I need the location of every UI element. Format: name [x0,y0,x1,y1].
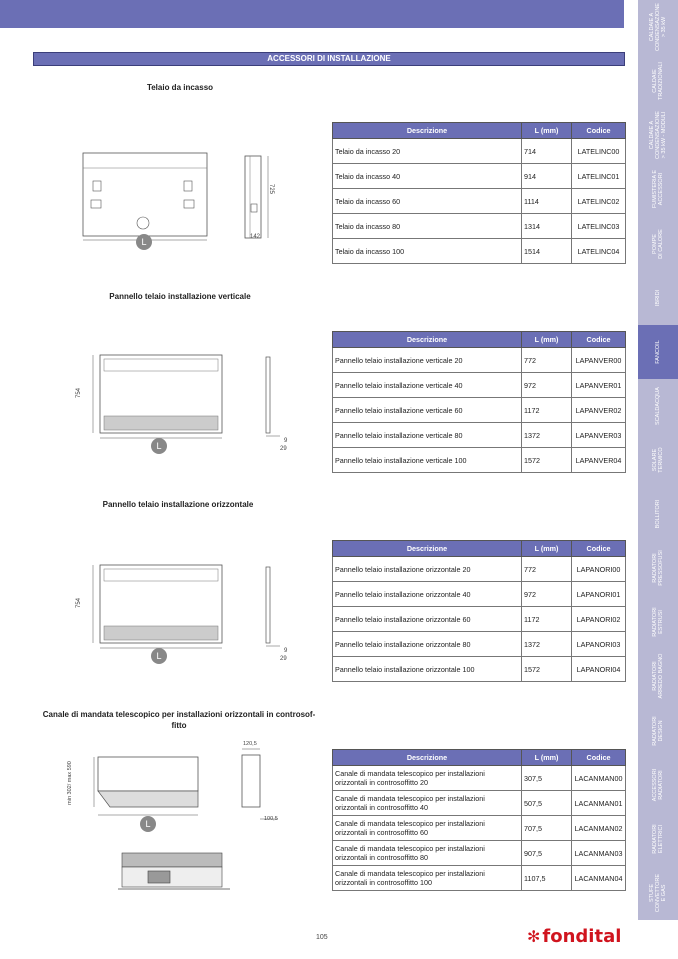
column-header: Codice [572,332,626,348]
table-cell-code: LAPANORI01 [572,582,626,607]
dim-height: 725 [268,183,275,195]
column-header: Descrizione [333,332,522,348]
sidebar-tab[interactable] [638,758,678,814]
table-cell-len: 972 [522,582,572,607]
length-marker: L [151,438,167,454]
table-cell-desc: Canale di mandata telescopico per installazioni orizzontali in controsoffitto 40 [333,791,522,816]
sidebar-tab[interactable] [638,325,678,381]
sidebar-tab-label: RADIATORI ESTRUSI [652,607,664,638]
header-band [0,0,624,28]
length-marker: L [136,234,152,250]
sidebar-tab-label: BOLLITORI [655,499,661,529]
table-row [333,607,626,632]
brand-name: fondital [542,926,622,947]
column-header: Codice [572,541,626,557]
dim-d2: 29 [280,656,287,662]
sidebar-tab[interactable] [638,271,678,327]
table-cell-code: LAPANVER00 [572,348,626,373]
length-marker: L [140,816,156,832]
table-orizzontale [332,540,626,682]
sidebar-nav [638,0,678,920]
table-cell-len: 1114 [522,189,572,214]
column-header: L (mm) [522,750,572,766]
table-row [333,582,626,607]
table-cell-desc: Pannello telaio installazione orizzontale 80 [333,632,522,657]
orizzontale-drawing [88,562,288,662]
table-cell-len: 714 [522,139,572,164]
table-cell-desc: Pannello telaio installazione orizzontale 60 [333,607,522,632]
sidebar-tab[interactable] [638,0,678,56]
table-cell-len: 914 [522,164,572,189]
table-cell-code: LAPANVER04 [572,448,626,473]
sidebar-tab[interactable] [638,866,678,922]
table-row [333,557,626,582]
sidebar-tab[interactable] [638,379,678,435]
table-cell-desc: Canale di mandata telescopico per installazioni orizzontali in controsoffitto 60 [333,816,522,841]
table-cell-code: LAPANVER03 [572,423,626,448]
sidebar-tab[interactable] [638,162,678,218]
sidebar-tab-label: ACCESSORI RADIATORI [652,768,664,801]
sidebar-tab-label: RADIATORI ARREDO BAGNO [652,653,664,699]
sidebar-tab[interactable] [638,216,678,272]
brand-logo [527,926,621,947]
table-cell-code: LAPANORI00 [572,557,626,582]
sidebar-tab-label: CALDAIE A CONDENSAZIONE > 35 kW [649,3,667,52]
table-row [333,632,626,657]
group-title-canale: Canale di mandata telescopico per installazioni orizzontali in controsof- fitto [42,710,316,730]
table-cell-code: LATELINC00 [572,139,626,164]
table-cell-desc: Pannello telaio installazione verticale 20 [333,348,522,373]
table-cell-code: LAPANORI04 [572,657,626,682]
table-row [333,398,626,423]
table-cell-code: LACANMAN04 [572,866,626,891]
table-cell-len: 1572 [522,657,572,682]
sidebar-tab[interactable] [638,433,678,489]
table-cell-code: LACANMAN02 [572,816,626,841]
table-cell-desc: Pannello telaio installazione verticale 60 [333,398,522,423]
table-cell-len: 1372 [522,632,572,657]
sidebar-tab-label: IBRIDI [655,289,661,306]
sidebar-tab-label: RADIATORI ELETTRICI [652,824,664,854]
table-row [333,766,626,791]
table-row [333,189,626,214]
table-row [333,139,626,164]
table-cell-desc: Telaio da incasso 40 [333,164,522,189]
table-cell-code: LACANMAN00 [572,766,626,791]
dim-height: 754 [76,387,83,399]
dim-top: 120,5 [243,741,257,747]
sidebar-tab-label: SOLARE TERMICO [652,447,664,473]
table-verticale [332,331,626,473]
table-cell-code: LACANMAN03 [572,841,626,866]
dim-d2: 29 [280,446,287,452]
table-cell-desc: Pannello telaio installazione verticale 100 [333,448,522,473]
column-header: Descrizione [333,123,522,139]
sidebar-tab-label: FANCOIL [655,339,661,364]
table-row [333,164,626,189]
table-row [333,448,626,473]
sidebar-tab-label: RADIATORI DESIGN [652,715,664,746]
table-cell-desc: Pannello telaio installazione orizzontale 100 [333,657,522,682]
dim-depth: 142 [250,234,261,240]
table-cell-desc: Pannello telaio installazione orizzontale 20 [333,557,522,582]
table-row [333,239,626,264]
table-cell-code: LATELINC01 [572,164,626,189]
table-row [333,866,626,891]
dim-bottom: 100,5 [264,816,278,822]
table-cell-desc: Telaio da incasso 60 [333,189,522,214]
table-cell-code: LATELINC04 [572,239,626,264]
sidebar-tab-label: CALDAIE TRADIZIONALI [652,62,664,101]
sidebar-tab-label: RADIATORI PRESSOFUSI [652,550,664,586]
table-cell-desc: Telaio da incasso 20 [333,139,522,164]
group-title-verticale: Pannello telaio installazione verticale [109,292,251,301]
sidebar-tab[interactable] [638,487,678,543]
table-cell-code: LACANMAN01 [572,791,626,816]
sidebar-tab-label: SCALDACQUA [655,386,661,425]
table-cell-code: LAPANVER01 [572,373,626,398]
dim-height: min 302/ max 590 [66,761,73,805]
telaio-drawing [78,148,278,250]
table-telaio [332,122,626,264]
sidebar-tab-label: STUFE CONVETTORE E GAS [649,873,667,912]
sidebar-tab-label: CALDAIE A CONDENSAZIONE > 35 kW - MODULI [649,111,667,160]
section-title: ACCESSORI DI INSTALLAZIONE [33,52,625,66]
table-cell-len: 772 [522,348,572,373]
table-cell-desc: Canale di mandata telescopico per installazioni orizzontali in controsoffitto 20 [333,766,522,791]
table-row [333,816,626,841]
table-cell-len: 1572 [522,448,572,473]
sidebar-tab[interactable] [638,704,678,760]
sidebar-tab[interactable] [638,54,678,110]
verticale-drawing [88,352,288,452]
table-row [333,423,626,448]
table-cell-code: LAPANORI02 [572,607,626,632]
table-cell-desc: Telaio da incasso 100 [333,239,522,264]
table-cell-code: LATELINC02 [572,189,626,214]
dim-d1: 9 [284,648,288,654]
table-cell-len: 972 [522,373,572,398]
dim-d1: 9 [284,438,288,444]
table-cell-desc: Telaio da incasso 80 [333,214,522,239]
length-marker: L [151,648,167,664]
table-cell-len: 307,5 [522,766,572,791]
table-cell-desc: Pannello telaio installazione verticale 80 [333,423,522,448]
table-cell-len: 1372 [522,423,572,448]
page-number: 105 [316,934,328,941]
table-cell-len: 707,5 [522,816,572,841]
table-cell-desc: Canale di mandata telescopico per installazioni orizzontali in controsoffitto 80 [333,841,522,866]
sidebar-tab-label: FUMISTERIA E ACCESSORI [652,170,664,209]
table-cell-len: 1514 [522,239,572,264]
sidebar-tab[interactable] [638,108,678,164]
sidebar-tab[interactable] [638,595,678,651]
table-cell-len: 1172 [522,607,572,632]
sidebar-tab[interactable] [638,649,678,705]
table-cell-len: 507,5 [522,791,572,816]
column-header: Codice [572,750,626,766]
table-cell-len: 772 [522,557,572,582]
group-title-orizzontale: Pannello telaio installazione orizzontale [102,500,254,509]
table-cell-len: 1314 [522,214,572,239]
table-row [333,657,626,682]
sidebar-tab[interactable] [638,812,678,868]
table-cell-len: 907,5 [522,841,572,866]
column-header: Descrizione [333,750,522,766]
table-cell-desc: Pannello telaio installazione verticale 40 [333,373,522,398]
column-header: Codice [572,123,626,139]
table-cell-code: LATELINC03 [572,214,626,239]
canale-drawing [90,745,290,915]
column-header: L (mm) [522,541,572,557]
table-cell-len: 1107,5 [522,866,572,891]
column-header: L (mm) [522,332,572,348]
table-row [333,791,626,816]
table-cell-code: LAPANVER02 [572,398,626,423]
table-row [333,348,626,373]
table-cell-desc: Canale di mandata telescopico per installazioni orizzontali in controsoffitto 100 [333,866,522,891]
table-row [333,841,626,866]
table-canale [332,749,626,891]
table-row [333,373,626,398]
column-header: Descrizione [333,541,522,557]
table-cell-len: 1172 [522,398,572,423]
table-cell-code: LAPANORI03 [572,632,626,657]
brand-mark-icon: ✻ [527,927,541,946]
sidebar-tab[interactable] [638,541,678,597]
dim-height: 754 [76,597,83,609]
table-row [333,214,626,239]
group-title-telaio: Telaio da incasso [146,83,214,92]
table-cell-desc: Pannello telaio installazione orizzontale 40 [333,582,522,607]
sidebar-tab-label: POMPE DI CALORE [652,228,664,259]
column-header: L (mm) [522,123,572,139]
